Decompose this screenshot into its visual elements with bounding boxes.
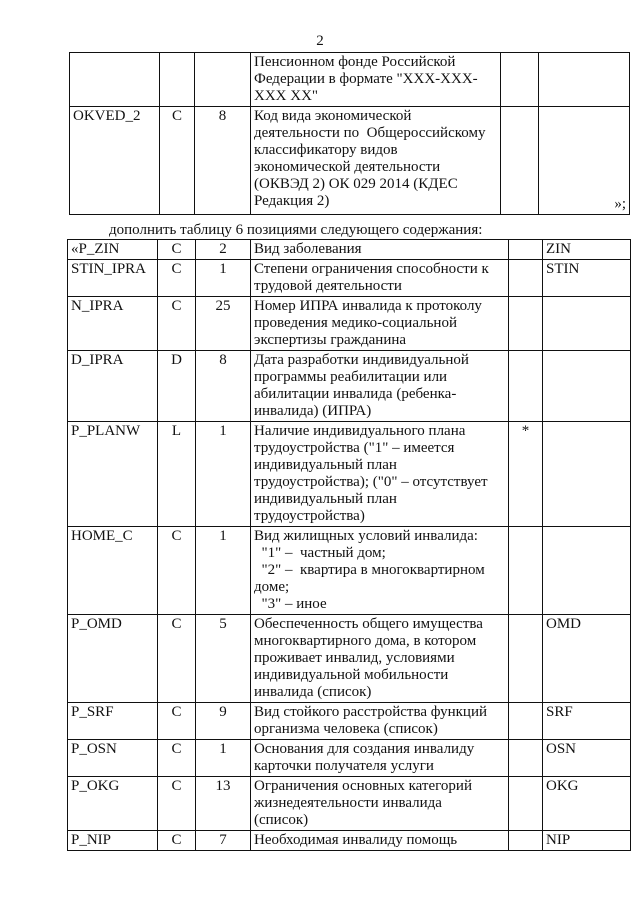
field-description-cell — [251, 53, 501, 107]
instruction-sentence: дополнить таблицу 6 позициями следующего содержания: — [109, 222, 483, 238]
field-type-cell: C — [158, 297, 196, 351]
field-table-6-additions — [67, 239, 631, 851]
field-code-cell: STIN_IPRA — [68, 260, 158, 297]
description-line: XXX XX" — [254, 88, 319, 104]
description-line: Вид заболевания — [254, 241, 362, 257]
description-line: Основания для создания инвалиду — [254, 741, 475, 757]
field-length-cell: 5 — [196, 615, 251, 703]
field-code-cell: P_PLANW — [68, 422, 158, 527]
field-mark-cell — [509, 297, 543, 351]
field-code-cell: P_OSN — [68, 740, 158, 777]
field-mark-cell — [501, 53, 539, 107]
field-table-continued — [69, 52, 630, 215]
field-type-cell: C — [158, 240, 196, 260]
field-reference-cell — [543, 351, 631, 422]
field-length-cell: 1 — [196, 740, 251, 777]
table-row — [68, 527, 631, 615]
field-length-cell: 25 — [196, 297, 251, 351]
table-row — [68, 831, 631, 851]
page-number: 2 — [316, 33, 324, 49]
table-row — [68, 351, 631, 422]
field-mark-cell — [509, 615, 543, 703]
field-code-cell: P_SRF — [68, 703, 158, 740]
field-reference-cell: »; — [539, 107, 630, 215]
field-length-cell — [195, 53, 251, 107]
description-line: проведения медико-социальной — [254, 315, 457, 331]
field-description-cell — [251, 422, 509, 527]
field-length-cell: 13 — [196, 777, 251, 831]
field-type-cell: C — [158, 703, 196, 740]
field-type-cell: C — [158, 777, 196, 831]
description-line: карточки получателя услуги — [254, 758, 434, 774]
field-reference-cell — [543, 422, 631, 527]
description-line: Номер ИПРА инвалида к протоколу — [254, 298, 482, 314]
field-description-cell — [251, 107, 501, 215]
field-length-cell: 1 — [196, 422, 251, 527]
description-line: экспертизы гражданина — [254, 332, 407, 348]
field-code-cell — [70, 53, 160, 107]
field-length-cell: 8 — [196, 351, 251, 422]
description-line: Дата разработки индивидуальной — [254, 352, 469, 368]
description-line: "1" – частный дом; — [254, 545, 386, 561]
field-description-cell — [251, 260, 509, 297]
field-type-cell: L — [158, 422, 196, 527]
field-reference-cell: NIP — [543, 831, 631, 851]
description-line: экономической деятельности — [254, 159, 441, 175]
description-line: Обеспеченность общего имущества — [254, 616, 483, 632]
table-row — [68, 422, 631, 527]
field-type-cell — [160, 53, 195, 107]
field-mark-cell — [509, 527, 543, 615]
field-description-cell — [251, 615, 509, 703]
description-line: Пенсионном фонде Российской — [254, 54, 456, 70]
field-mark-cell — [509, 260, 543, 297]
table-row — [68, 260, 631, 297]
field-reference-cell: OKG — [543, 777, 631, 831]
field-reference-cell — [543, 297, 631, 351]
field-code-cell: D_IPRA — [68, 351, 158, 422]
description-line: трудовой деятельности — [254, 278, 402, 294]
field-reference-cell — [543, 527, 631, 615]
field-reference-cell: OSN — [543, 740, 631, 777]
field-length-cell: 7 — [196, 831, 251, 851]
field-code-cell: N_IPRA — [68, 297, 158, 351]
description-line: Наличие индивидуального плана — [254, 423, 466, 439]
description-line: жизнедеятельности инвалида — [254, 795, 442, 811]
table-row — [70, 107, 630, 215]
field-description-cell — [251, 777, 509, 831]
field-length-cell: 2 — [196, 240, 251, 260]
field-code-cell: «P_ZIN — [68, 240, 158, 260]
description-line: Вид жилищных условий инвалида: — [254, 528, 478, 544]
field-reference-cell: ZIN — [543, 240, 631, 260]
description-line: многоквартирного дома, в котором — [254, 633, 477, 649]
table-row — [68, 297, 631, 351]
field-type-cell: C — [158, 740, 196, 777]
field-mark-cell — [509, 351, 543, 422]
field-reference-cell: OMD — [543, 615, 631, 703]
description-line: Необходимая инвалиду помощь — [254, 832, 458, 848]
field-length-cell: 8 — [195, 107, 251, 215]
field-length-cell: 1 — [196, 260, 251, 297]
field-description-cell — [251, 703, 509, 740]
field-type-cell: C — [158, 615, 196, 703]
table-row — [68, 615, 631, 703]
field-mark-cell — [509, 703, 543, 740]
table-row — [70, 53, 630, 107]
description-line: Код вида экономической — [254, 108, 412, 124]
description-line: индивидуальный план — [254, 491, 397, 507]
field-description-cell — [251, 297, 509, 351]
field-code-cell: P_OKG — [68, 777, 158, 831]
field-mark-cell — [509, 740, 543, 777]
description-line: классификатору видов — [254, 142, 398, 158]
field-mark-cell — [501, 107, 539, 215]
field-mark-cell — [509, 240, 543, 260]
description-line: (список) — [254, 812, 309, 828]
field-type-cell: C — [158, 260, 196, 297]
description-line: (ОКВЭД 2) ОК 029 2014 (КДЕС — [254, 176, 458, 192]
field-description-cell — [251, 351, 509, 422]
field-code-cell: OKVED_2 — [70, 107, 160, 215]
field-reference-cell: SRF — [543, 703, 631, 740]
description-line: деятельности по Общероссийскому — [254, 125, 486, 141]
description-line: Федерации в формате "XXX-XXX- — [254, 71, 478, 87]
description-line: Вид стойкого расстройства функций — [254, 704, 487, 720]
field-description-cell — [251, 527, 509, 615]
description-line: трудоустройства); ("0" – отсутствует — [254, 474, 488, 490]
table-row — [68, 740, 631, 777]
description-line: индивидуальной мобильности — [254, 667, 449, 683]
field-type-cell: C — [158, 527, 196, 615]
field-type-cell: D — [158, 351, 196, 422]
description-line: "3" – иное — [254, 596, 327, 612]
field-description-cell — [251, 740, 509, 777]
field-reference-cell — [539, 53, 630, 107]
field-code-cell: P_NIP — [68, 831, 158, 851]
table-row — [68, 703, 631, 740]
description-line: инвалида (список) — [254, 684, 372, 700]
description-line: программы реабилитации или — [254, 369, 448, 385]
description-line: инвалида) (ИПРА) — [254, 403, 372, 419]
description-line: доме; — [254, 579, 290, 595]
field-description-cell — [251, 240, 509, 260]
description-line: Редакция 2) — [254, 193, 330, 209]
description-line: индивидуальный план — [254, 457, 397, 473]
description-line: организма человека (список) — [254, 721, 438, 737]
field-length-cell: 9 — [196, 703, 251, 740]
description-line: проживает инвалид, условиями — [254, 650, 455, 666]
description-line: трудоустройства ("1" – имеется — [254, 440, 455, 456]
field-description-cell — [251, 831, 509, 851]
field-length-cell: 1 — [196, 527, 251, 615]
description-line: Ограничения основных категорий — [254, 778, 472, 794]
table-row — [68, 777, 631, 831]
description-line: абилитации инвалида (ребенка- — [254, 386, 457, 402]
field-mark-cell — [509, 777, 543, 831]
description-line: "2" – квартира в многоквартирном — [254, 562, 485, 578]
field-code-cell: HOME_C — [68, 527, 158, 615]
field-reference-cell: STIN — [543, 260, 631, 297]
description-line: трудоустройства) — [254, 508, 365, 524]
field-mark-cell — [509, 831, 543, 851]
description-line: Степени ограничения способности к — [254, 261, 489, 277]
table-row — [68, 240, 631, 260]
field-type-cell: C — [158, 831, 196, 851]
field-type-cell: C — [160, 107, 195, 215]
field-code-cell: P_OMD — [68, 615, 158, 703]
field-mark-cell: * — [509, 422, 543, 527]
